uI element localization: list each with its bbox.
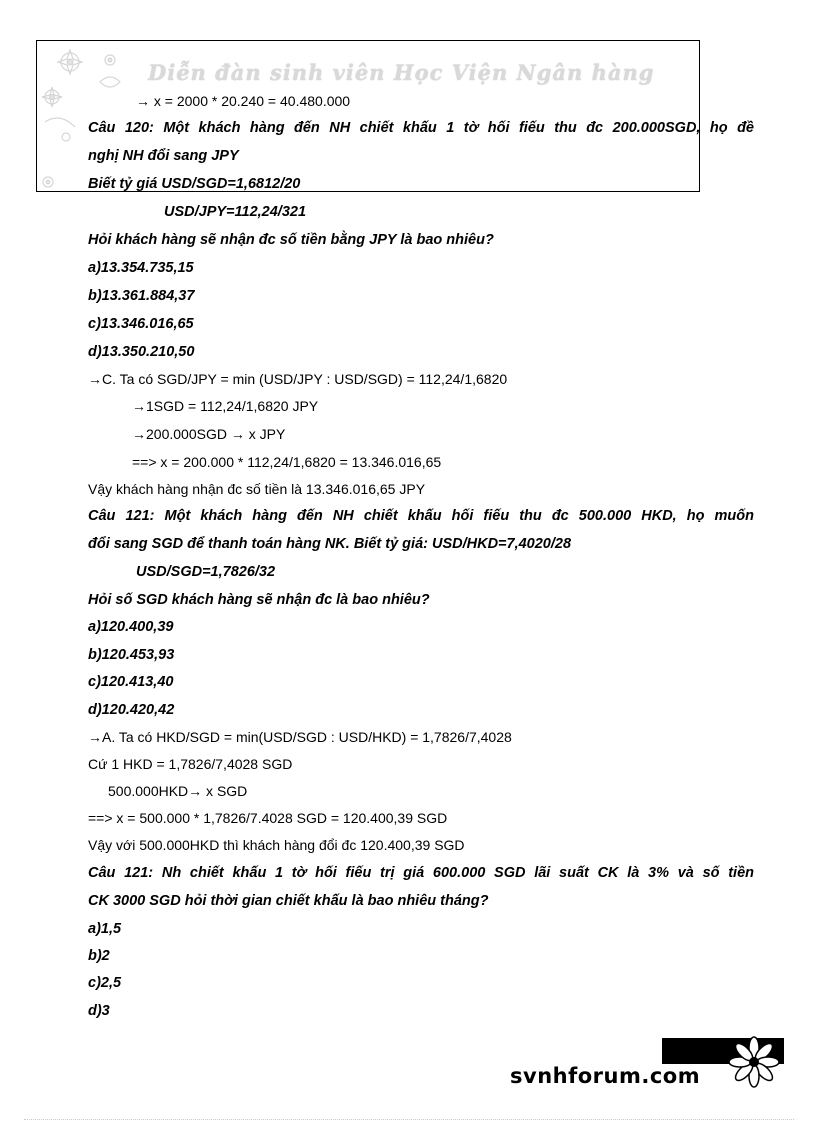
calc-line: ==> x = 500.000 * 1,7826/7.4028 SGD = 120.400,39 SGD xyxy=(88,810,448,826)
rate-usd-sgd: Biết tỷ giá USD/SGD=1,6812/20 xyxy=(88,176,301,192)
option-c: c)120.413,40 xyxy=(88,674,174,690)
footer-divider xyxy=(24,1119,794,1120)
conclusion-line: Vậy khách hàng nhận đc số tiền là 13.346.016,65 JPY xyxy=(88,481,426,497)
calc-line: →1SGD = 112,24/1,6820 JPY xyxy=(132,398,319,414)
option-b: b)13.361.884,37 xyxy=(88,288,195,304)
question-121-ask: Hỏi số SGD khách hàng sẽ nhận đc là bao nhiêu? xyxy=(88,592,430,608)
option-d: d)3 xyxy=(88,1003,110,1019)
option-c: c)13.346.016,65 xyxy=(88,316,194,332)
calc-line: →200.000SGD → x JPY xyxy=(132,426,286,442)
option-a: a)13.354.735,15 xyxy=(88,260,194,276)
option-d: d)13.350.210,50 xyxy=(88,344,195,360)
question-121b-text: Câu 121: Nh chiết khấu 1 tờ hối fiếu trị giá 600.000 SGD lãi suất CK là 3% và số tiền xyxy=(88,865,754,881)
question-120-ask: Hỏi khách hàng sẽ nhận đc số tiền bằng JPY là bao nhiêu? xyxy=(88,232,494,248)
option-b: b)120.453,93 xyxy=(88,647,175,663)
calc-line: 500.000HKD→ x SGD xyxy=(108,783,248,799)
option-c: c)2,5 xyxy=(88,975,122,991)
forum-banner: Diễn đàn sinh viên Học Viện Ngân hàng xyxy=(148,60,655,85)
option-d: d)120.420,42 xyxy=(88,702,175,718)
flower-decoration-icon xyxy=(40,42,160,192)
option-a: a)120.400,39 xyxy=(88,619,174,635)
question-120-text-cont: nghị NH đổi sang JPY xyxy=(88,148,239,164)
question-121-text: Câu 121: Một khách hàng đến NH chiết khấu hối fiếu thu đc 500.000 HKD, họ muốn xyxy=(88,508,754,524)
answer-line: →C. Ta có SGD/JPY = min (USD/JPY : USD/SGD) = 112,24/1,6820 xyxy=(88,371,508,387)
option-a: a)1,5 xyxy=(88,921,122,937)
flower-logo-icon xyxy=(706,1036,786,1090)
question-121-text-cont: đổi sang SGD để thanh toán hàng NK. Biết tỷ giá: USD/HKD=7,4020/28 xyxy=(88,536,572,552)
conclusion-line: Vậy với 500.000HKD thì khách hàng đổi đc 120.400,39 SGD xyxy=(88,837,465,853)
rate-usd-sgd: USD/SGD=1,7826/32 xyxy=(136,564,276,580)
calc-line: Cứ 1 HKD = 1,7826/7,4028 SGD xyxy=(88,756,293,772)
question-120-text: Câu 120: Một khách hàng đến NH chiết khấu 1 tờ hối fiếu thu đc 200.000SGD, họ đề xyxy=(88,120,754,136)
answer-line: →A. Ta có HKD/SGD = min(USD/SGD : USD/HKD) = 1,7826/7,4028 xyxy=(88,729,512,745)
calc-line: ==> x = 200.000 * 112,24/1,6820 = 13.346.016,65 xyxy=(132,454,442,470)
rate-usd-jpy: USD/JPY=112,24/321 xyxy=(164,204,307,220)
site-logo: svnhforum.com xyxy=(510,1064,701,1088)
option-b: b)2 xyxy=(88,948,110,964)
calc-line: → x = 2000 * 20.240 = 40.480.000 xyxy=(136,93,351,109)
question-121b-text-cont: CK 3000 SGD hỏi thời gian chiết khấu là bao nhiêu tháng? xyxy=(88,893,489,909)
